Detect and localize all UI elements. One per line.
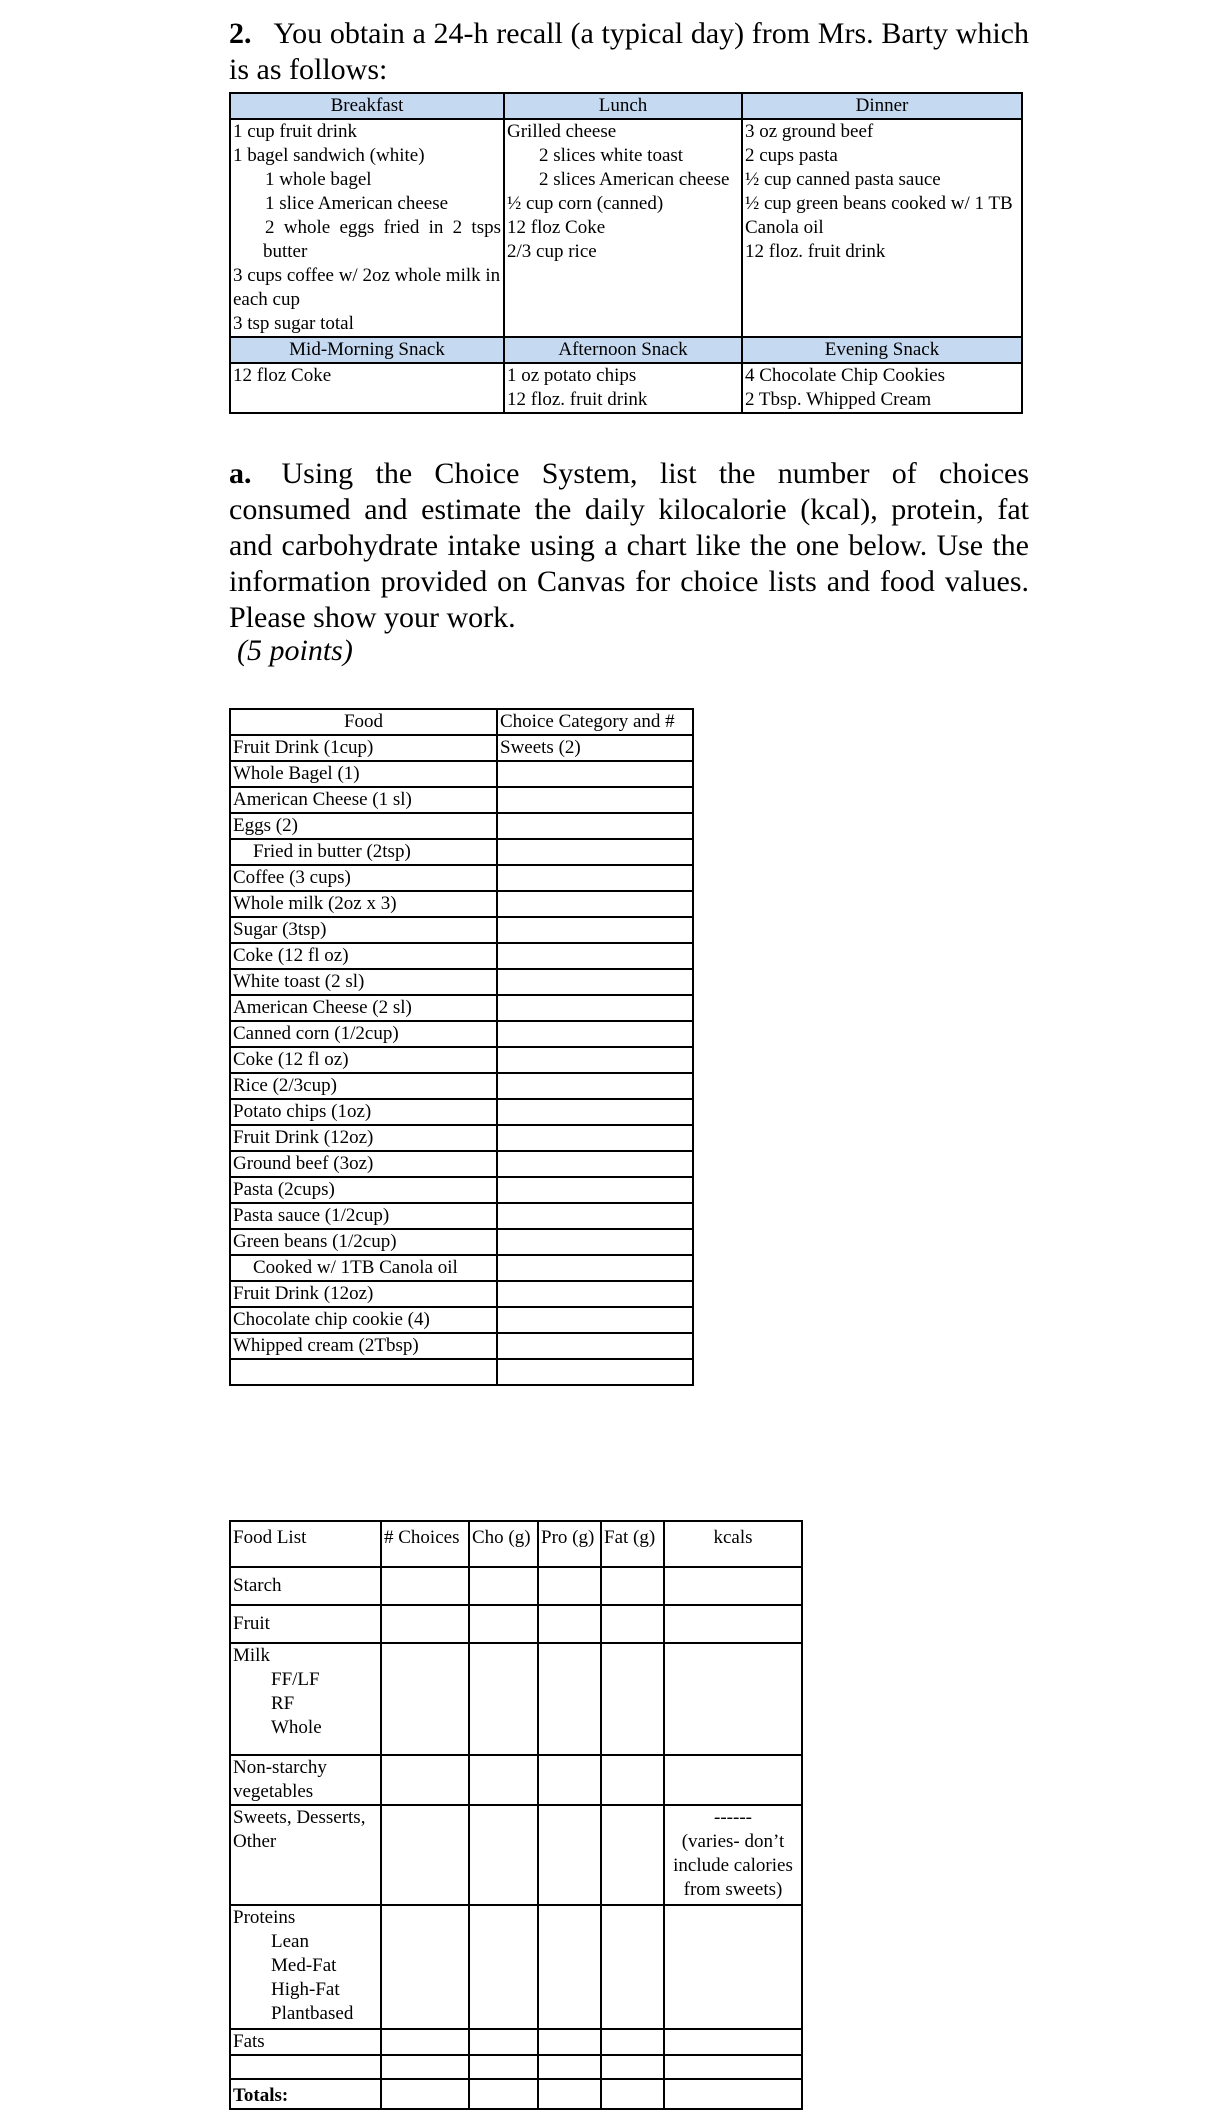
breakfast-cell	[230, 119, 504, 337]
question-heading	[229, 16, 1029, 88]
lunch-item: 2 slices white toast	[539, 145, 684, 166]
input-cell[interactable]	[538, 1905, 601, 2029]
row-blank	[230, 2055, 381, 2079]
choice-cell[interactable]	[497, 1047, 693, 1073]
choice-cell[interactable]	[497, 813, 693, 839]
food-cell: Fruit Drink (12oz)	[230, 1281, 497, 1307]
lunch-cell	[504, 119, 742, 337]
input-cell[interactable]	[664, 1755, 802, 1805]
input-cell[interactable]	[469, 1567, 538, 1605]
sweets-kcal-note: (varies- don’t include calories from sweets)	[673, 1831, 793, 1900]
choice-cell[interactable]	[497, 865, 693, 891]
food-row	[230, 761, 693, 787]
input-cell[interactable]	[601, 1605, 664, 1643]
dinner-item: ½ cup green beans cooked w/ 1 TB Canola oil	[745, 193, 1013, 238]
food-row	[230, 943, 693, 969]
choice-cell[interactable]	[497, 969, 693, 995]
part-a-label: a.	[229, 457, 252, 490]
input-cell[interactable]	[381, 1905, 469, 2029]
food-row	[230, 839, 693, 865]
header-dinner: Dinner	[742, 93, 1022, 119]
choice-cell[interactable]	[497, 787, 693, 813]
dinner-item: 2 cups pasta	[745, 145, 838, 166]
input-cell[interactable]	[469, 2079, 538, 2109]
col-fat: Fat (g)	[601, 1521, 664, 1567]
header-evening-snack: Evening Snack	[742, 337, 1022, 363]
input-cell[interactable]	[469, 2055, 538, 2079]
breakfast-item: 1 whole bagel	[265, 169, 372, 190]
input-cell[interactable]	[664, 1643, 802, 1755]
row-starch: Starch	[230, 1567, 381, 1605]
food-cell: Fruit Drink (1cup)	[230, 735, 497, 761]
input-cell[interactable]	[664, 1567, 802, 1605]
food-row	[230, 1099, 693, 1125]
food-cell: American Cheese (1 sl)	[230, 787, 497, 813]
food-row	[230, 1359, 693, 1385]
choice-cell[interactable]	[497, 1203, 693, 1229]
food-cell: Pasta (2cups)	[230, 1177, 497, 1203]
choice-cell[interactable]	[497, 1099, 693, 1125]
food-row	[230, 969, 693, 995]
food-cell: Rice (2/3cup)	[230, 1073, 497, 1099]
food-cell: Ground beef (3oz)	[230, 1151, 497, 1177]
input-cell[interactable]	[664, 1905, 802, 2029]
input-cell[interactable]	[469, 1805, 538, 1905]
row-totals: Totals:	[230, 2079, 381, 2109]
row-sweets: Sweets, Desserts, Other	[230, 1805, 381, 1905]
input-cell[interactable]	[538, 1567, 601, 1605]
proteins-sub: Med-Fat	[271, 1955, 337, 1976]
input-cell[interactable]	[664, 1605, 802, 1643]
input-cell[interactable]	[601, 1805, 664, 1905]
food-cell: American Cheese (2 sl)	[230, 995, 497, 1021]
snack-item: 12 floz Coke	[233, 365, 332, 386]
proteins-sub: Lean	[271, 1931, 309, 1952]
milk-sub: FF/LF	[271, 1669, 320, 1690]
food-row	[230, 1281, 693, 1307]
choice-cell[interactable]	[497, 761, 693, 787]
lunch-item: ½ cup corn (canned)	[507, 193, 664, 214]
snack-item: 4 Chocolate Chip Cookies	[745, 365, 946, 386]
input-cell[interactable]	[601, 1567, 664, 1605]
food-row	[230, 1151, 693, 1177]
food-row	[230, 1255, 693, 1281]
breakfast-item: 1 slice American cheese	[265, 193, 449, 214]
question-number: 2.	[229, 17, 252, 50]
food-cell: Sugar (3tsp)	[230, 917, 497, 943]
food-row	[230, 917, 693, 943]
lunch-item: 12 floz Coke	[507, 217, 606, 238]
choice-header: Choice Category and #	[497, 709, 693, 735]
food-cell: Pasta sauce (1/2cup)	[230, 1203, 497, 1229]
input-cell[interactable]	[538, 2079, 601, 2109]
part-a-text: Using the Choice System, list the number of choices consumed and estimate the daily kilocalorie (kcal), protein, fat and carbohydrate intake using a chart like the one below. Use the information provided on Canvas for choice lists and food values. Please show your work.	[229, 457, 1029, 634]
food-cell: Whipped cream (2Tbsp)	[230, 1333, 497, 1359]
row-milk	[230, 1643, 381, 1755]
food-cell: Fried in butter (2tsp)	[230, 839, 497, 865]
food-cell: Whole Bagel (1)	[230, 761, 497, 787]
question-text: You obtain a 24-h recall (a typical day) from Mrs. Barty which is as follows:	[229, 17, 1029, 86]
breakfast-item: 3 cups coffee w/ 2oz whole milk in each cup	[233, 265, 501, 310]
row-nonstarchy: Non-starchy vegetables	[230, 1755, 381, 1805]
food-row	[230, 995, 693, 1021]
evening-cell	[742, 363, 1022, 413]
input-cell[interactable]	[601, 2055, 664, 2079]
choice-cell[interactable]: Sweets (2)	[497, 735, 693, 761]
col-kcals: kcals	[664, 1521, 802, 1567]
input-cell[interactable]	[469, 1905, 538, 2029]
dinner-item: ½ cup canned pasta sauce	[745, 169, 941, 190]
input-cell[interactable]	[538, 2055, 601, 2079]
input-cell[interactable]	[381, 2055, 469, 2079]
food-row	[230, 1073, 693, 1099]
input-cell[interactable]	[664, 2029, 802, 2055]
food-cell: Whole milk (2oz x 3)	[230, 891, 497, 917]
choice-cell[interactable]	[497, 1177, 693, 1203]
row-proteins	[230, 1905, 381, 2029]
food-cell: Potato chips (1oz)	[230, 1099, 497, 1125]
row-fats: Fats	[230, 2029, 381, 2055]
food-cell: Cooked w/ 1TB Canola oil	[230, 1255, 497, 1281]
snack-item: 12 floz. fruit drink	[507, 389, 648, 410]
recall-table	[229, 92, 1023, 414]
input-cell[interactable]	[538, 2029, 601, 2055]
sweets-kcal-note-cell	[664, 1805, 802, 1905]
choice-cell[interactable]	[497, 1151, 693, 1177]
row-fruit: Fruit	[230, 1605, 381, 1643]
proteins-sub: Plantbased	[271, 2003, 354, 2024]
food-row	[230, 1229, 693, 1255]
food-choice-table	[229, 708, 694, 1386]
choice-cell[interactable]	[497, 917, 693, 943]
input-cell[interactable]	[601, 2029, 664, 2055]
input-cell[interactable]	[469, 2029, 538, 2055]
dinner-item: 12 floz. fruit drink	[745, 241, 886, 262]
snack-item: 2 Tbsp. Whipped Cream	[745, 389, 932, 410]
choice-cell[interactable]	[497, 1073, 693, 1099]
food-row	[230, 1047, 693, 1073]
input-cell[interactable]	[381, 1805, 469, 1905]
choice-cell[interactable]	[497, 943, 693, 969]
header-breakfast: Breakfast	[230, 93, 504, 119]
food-list-table	[229, 1520, 803, 2110]
input-cell[interactable]	[664, 2079, 802, 2109]
choice-cell[interactable]	[497, 839, 693, 865]
food-cell: Fruit Drink (12oz)	[230, 1125, 497, 1151]
header-lunch: Lunch	[504, 93, 742, 119]
food-cell: Eggs (2)	[230, 813, 497, 839]
milk-sub: RF	[271, 1693, 295, 1714]
input-cell[interactable]	[381, 1643, 469, 1755]
food-header: Food	[230, 709, 497, 735]
input-cell[interactable]	[538, 1605, 601, 1643]
snack-item: 1 oz potato chips	[507, 365, 637, 386]
food-cell: White toast (2 sl)	[230, 969, 497, 995]
col-food-list: Food List	[230, 1521, 381, 1567]
mid-morning-cell	[230, 363, 504, 413]
food-row	[230, 1333, 693, 1359]
header-afternoon-snack: Afternoon Snack	[504, 337, 742, 363]
col-cho: Cho (g)	[469, 1521, 538, 1567]
proteins-label: Proteins	[233, 1907, 296, 1928]
breakfast-item: 2 whole eggs fried in 2 tsps butter	[263, 217, 501, 262]
col-pro: Pro (g)	[538, 1521, 601, 1567]
input-cell[interactable]	[538, 1805, 601, 1905]
breakfast-item: 1 cup fruit drink	[233, 121, 358, 142]
dinner-item: 3 oz ground beef	[745, 121, 874, 142]
input-cell[interactable]	[469, 1643, 538, 1755]
breakfast-item: 1 bagel sandwich (white)	[233, 145, 425, 166]
choice-cell[interactable]	[497, 1333, 693, 1359]
input-cell[interactable]	[381, 2079, 469, 2109]
food-row	[230, 865, 693, 891]
input-cell[interactable]	[469, 1605, 538, 1643]
input-cell[interactable]	[664, 2055, 802, 2079]
lunch-item: 2 slices American cheese	[539, 169, 730, 190]
input-cell[interactable]	[601, 1905, 664, 2029]
food-cell: Chocolate chip cookie (4)	[230, 1307, 497, 1333]
breakfast-item: 3 tsp sugar total	[233, 313, 354, 334]
food-row	[230, 1203, 693, 1229]
food-row	[230, 1021, 693, 1047]
sweets-kcal-dash: ------	[714, 1807, 752, 1828]
input-cell[interactable]	[381, 2029, 469, 2055]
input-cell[interactable]	[601, 1643, 664, 1755]
choice-cell[interactable]	[497, 1307, 693, 1333]
milk-sub: Whole	[271, 1717, 322, 1738]
food-row	[230, 1307, 693, 1333]
proteins-sub: High-Fat	[271, 1979, 340, 2000]
input-cell[interactable]	[538, 1643, 601, 1755]
choice-cell[interactable]	[497, 1125, 693, 1151]
food-cell	[230, 1359, 497, 1385]
input-cell[interactable]	[469, 1755, 538, 1805]
header-mid-morning-snack: Mid-Morning Snack	[230, 337, 504, 363]
choice-cell[interactable]	[497, 1359, 693, 1385]
food-row	[230, 1177, 693, 1203]
afternoon-cell	[504, 363, 742, 413]
food-row	[230, 1125, 693, 1151]
choice-cell[interactable]	[497, 891, 693, 917]
choice-cell[interactable]	[497, 1021, 693, 1047]
food-row	[230, 787, 693, 813]
food-rows	[230, 735, 693, 1385]
lunch-item: 2/3 cup rice	[507, 241, 597, 262]
food-row	[230, 813, 693, 839]
choice-cell[interactable]	[497, 1281, 693, 1307]
choice-cell[interactable]	[497, 1229, 693, 1255]
input-cell[interactable]	[381, 1605, 469, 1643]
input-cell[interactable]	[538, 1755, 601, 1805]
input-cell[interactable]	[381, 1567, 469, 1605]
input-cell[interactable]	[601, 2079, 664, 2109]
food-cell: Canned corn (1/2cup)	[230, 1021, 497, 1047]
food-cell: Coffee (3 cups)	[230, 865, 497, 891]
points-note: (5 points)	[237, 634, 353, 667]
milk-label: Milk	[233, 1645, 270, 1666]
food-row	[230, 735, 693, 761]
part-a-instructions	[229, 456, 1029, 636]
food-cell: Green beans (1/2cup)	[230, 1229, 497, 1255]
input-cell[interactable]	[381, 1755, 469, 1805]
input-cell[interactable]	[601, 1755, 664, 1805]
food-cell: Coke (12 fl oz)	[230, 1047, 497, 1073]
choice-cell[interactable]	[497, 995, 693, 1021]
choice-cell[interactable]	[497, 1255, 693, 1281]
col-choices: # Choices	[381, 1521, 469, 1567]
food-row	[230, 891, 693, 917]
lunch-item: Grilled cheese	[507, 121, 617, 142]
dinner-cell	[742, 119, 1022, 337]
food-cell: Coke (12 fl oz)	[230, 943, 497, 969]
